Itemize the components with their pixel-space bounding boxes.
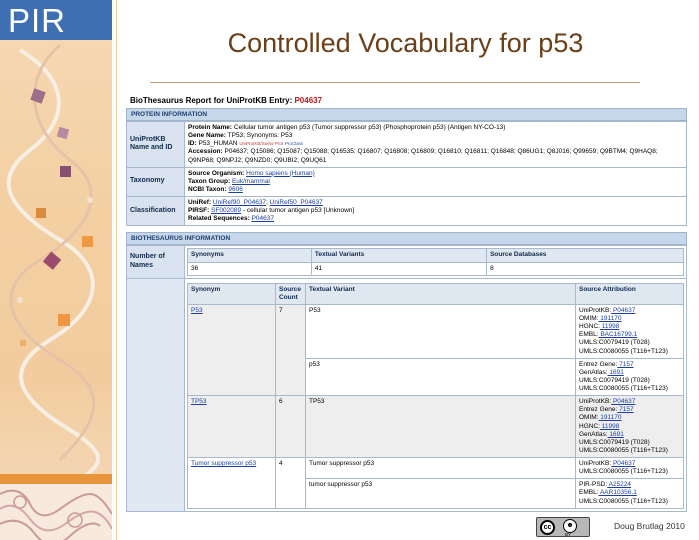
attribution-line[interactable]: EMBL: AAR10356.1 [579,489,637,497]
protein-info-table [126,121,687,226]
attribution-line[interactable]: UniProtKB: P04637 [579,398,636,406]
num-names-label: Number of Names [127,246,185,278]
textual-variant-header: Textual Variant [306,283,576,304]
table-row [188,304,684,358]
pir-logo: PIR [8,2,67,39]
table-row [127,278,687,511]
source-org-label: Source Organism: [188,169,245,177]
attribution-line[interactable]: OMIM: 191170 [579,414,622,422]
orange-band [0,474,112,484]
uniref50-link[interactable]: UniRef50_P04637 [269,199,323,206]
biothesaurus-report [126,94,687,516]
attribution-cell [576,479,684,508]
attribution-line: UMLS:C0079419 (T028) [579,438,650,446]
attribution-line: UMLS:C0080055 (T116+T123) [579,446,668,454]
synonym-header: Synonym [188,283,276,304]
table-row [127,246,687,278]
table-row [188,283,684,304]
cc-icon: cc [540,520,555,535]
table-row [188,458,684,479]
attribution-line[interactable]: GenAtlas: 1691 [579,430,624,438]
count-variants: 41 [311,262,486,275]
counts-header: Textual Variants [311,249,486,262]
attribution-line[interactable]: HGNC: 11998 [579,422,620,430]
pirsf-text: - cellular tumor antigen p53 [Unknown] [242,207,355,215]
report-title-prefix: BioThesaurus Report for UniProtKB Entry: [130,96,293,105]
table-row [127,197,687,226]
variant-cell: p53 [306,358,576,396]
synonym-cell [188,458,276,509]
id-label: ID: [188,140,197,148]
attribution-cell [576,304,684,358]
uniprot-info [185,122,687,168]
table-row [127,167,687,196]
count-synonyms: 36 [188,262,312,275]
attribution-line: UMLS:C0080055 (T116+T123) [579,347,668,355]
synonym-link[interactable]: Tumor suppressor p53 [191,460,257,467]
count-cell: 7 [276,304,306,395]
count-sources: 8 [487,262,684,275]
attribution-line: UMLS:C0080055 (T116+T123) [579,497,668,505]
taxon-group-link[interactable]: Euk/mammal [231,177,270,185]
source-org-link[interactable]: Homo sapiens (Human) [246,169,315,177]
attribution-line: UMLS:C0080055 (T116+T123) [579,468,668,476]
pirsf-label: PIRSF: [188,207,210,215]
taxon-group-label: Taxon Group: [188,177,231,185]
divider-line [116,0,117,540]
biothesaurus-info-header: BIOTHESAURUS INFORMATION [126,232,687,245]
title-underline [150,82,640,83]
taxonomy-info [185,167,687,196]
proclass-tag: ProClass [284,141,304,147]
protein-name-label: Protein Name: [188,124,233,131]
synonyms-cell [185,278,687,511]
variant-cell: TP53 [306,396,576,458]
classification-info: UniRef: UniRef90_P04637; UniRef50_P04637 PIRSF: SF002089 - cellular tumor antigen p53 [Unknown] Related Sequences: P04637 [185,197,687,226]
cc-license-badge[interactable] [536,517,590,537]
synonym-link[interactable]: TP53 [191,398,207,406]
protein-name: Cellular tumor antigen p53 (Tumor suppressor p53) (Phosphoprotein p53) (Antigen NY-CO-13) [233,124,506,131]
count-cell: 4 [276,458,306,509]
synonym-table [187,283,684,509]
source-count-header: Source Count [276,283,306,304]
counts-header: Source Databases [487,249,684,262]
attribution-cell [576,358,684,396]
attribution-cell [576,458,684,479]
related-label: Related Sequences: [188,215,250,223]
swissprot-tag: UniProtKB/Swiss-Prot [239,141,284,147]
variant-cell: Tumor suppressor p53 [306,458,576,479]
pirsf-link[interactable]: SF002089 [211,207,242,215]
attribution-line: UMLS:C0079419 (T028) [579,339,650,347]
related-link[interactable]: P04637 [251,215,275,223]
table-row [127,122,687,168]
classification-label: Classification [127,197,185,226]
decorative-sidebar [0,0,112,540]
counts-header: Synonyms [188,249,312,262]
source-attribution-header: Source Attribution [576,283,684,304]
uniref-label: UniRef: [188,199,212,206]
attribution-person-icon: ☻ [563,519,577,533]
ncbi-taxon-label: NCBI Taxon: [188,185,227,193]
table-row [188,396,684,458]
gene-name: TP53; Synonyms: P53 [227,132,293,140]
attribution-line[interactable]: GenAtlas: 1691 [579,368,624,376]
attribution-line[interactable]: Entrez Gene: 7157 [579,360,634,368]
attribution-line[interactable]: PIR-PSD: A25224 [579,481,632,489]
accession-list: P04637; Q15086; Q15087; Q15088; Q16535; Q16807; Q16808; Q16809; Q16810; Q16811; Q16848; Q86UG1; Q8J016; Q99659; Q9BTM4; Q9HAQ8; Q9NP68; Q9NPJ2; Q9NZD0; Q9UBI2; Q9UQ61 [188,148,658,164]
attribution-line[interactable]: OMIM: 191170 [579,315,622,322]
attribution-line: UMLS:C0080055 (T116+T123) [579,385,668,392]
counts-table [187,248,684,275]
report-title [130,96,687,105]
table-row [188,249,684,262]
slide-title: Controlled Vocabulary for p53 [227,28,584,58]
report-entry-id: P04637 [294,96,323,105]
attribution-line[interactable]: EMBL: BAC16799.1 [579,331,638,339]
variant-cell: tumor suppressor p53 [306,479,576,508]
count-cell: 6 [276,396,306,458]
attribution-line[interactable]: UniProtKB: P04637 [579,460,636,467]
synonym-cell [188,396,276,458]
pir-logo-box [0,0,112,40]
accession-label: Accession: [188,148,223,156]
variant-cell: P53 [306,304,576,358]
attribution-line[interactable]: Entrez Gene: 7157 [579,406,634,414]
gene-name-label: Gene Name: [188,132,226,140]
protein-info-header: PROTEIN INFORMATION [126,108,687,121]
by-label: BY [565,532,572,537]
taxonomy-label: Taxonomy [127,167,185,196]
author-credit: Doug Brutlag 2010 [614,521,685,531]
synonym-cell [188,304,276,395]
synonym-link[interactable]: P53 [191,306,203,314]
uniref90-link[interactable]: UniRef90_P04637 [212,199,267,206]
id-value: P53_HUMAN [198,140,238,148]
attribution-line: UMLS:C0079419 (T028) [579,376,650,384]
dna-strand-graphic [0,40,112,514]
ncbi-taxon-link[interactable]: 9606 [228,185,243,193]
attribution-line[interactable]: UniProtKB: P04637 [579,306,636,314]
table-row [188,262,684,275]
counts-cell [185,246,687,278]
spacer-cell [127,278,185,511]
attribution-cell [576,396,684,458]
swirl-pattern [0,484,112,540]
attribution-line[interactable]: HGNC: 11998 [579,323,620,331]
uniprot-label: UniProtKB Name and ID [127,122,185,168]
biothesaurus-table [126,245,687,511]
